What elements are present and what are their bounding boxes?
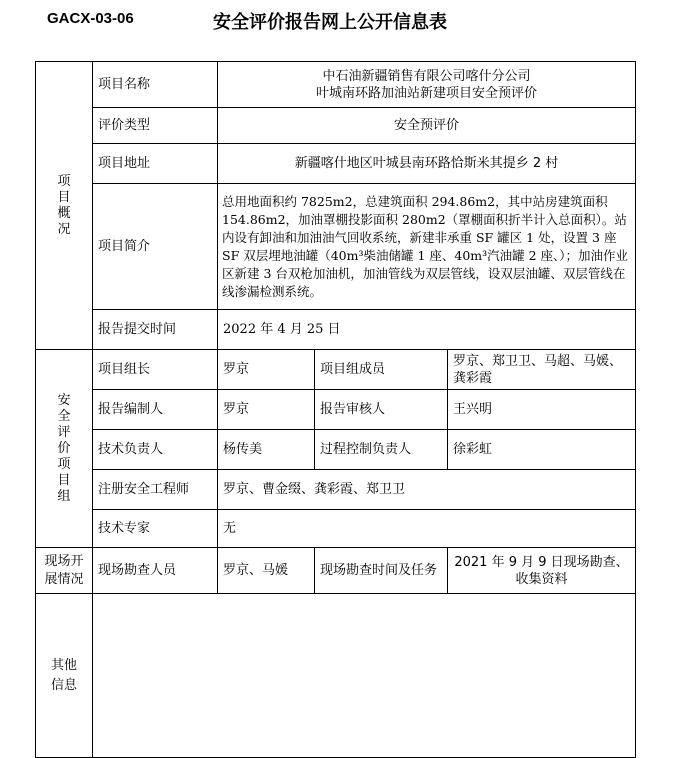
field-label: 项目组成员	[315, 350, 448, 390]
document-title: 安全评价报告网上公开信息表	[213, 12, 447, 33]
tech-lead: 杨传美	[218, 430, 315, 470]
table-row	[36, 184, 636, 310]
field-label: 现场勘查人员	[93, 548, 218, 594]
field-label: 技术负责人	[93, 430, 218, 470]
section-field	[36, 548, 93, 594]
table-row	[36, 144, 636, 184]
table-row	[36, 430, 636, 470]
tech-expert: 无	[218, 510, 636, 548]
submit-date: 2022 年 4 月 25 日	[218, 310, 636, 350]
section-team	[36, 350, 93, 548]
process-lead: 徐彩虹	[448, 430, 636, 470]
field-label: 评价类型	[93, 108, 218, 144]
project-name-line: 中石油新疆销售有限公司喀什分公司	[322, 68, 531, 84]
project-address: 新疆喀什地区叶城县南环路恰斯米其提乡 2 村	[218, 144, 636, 184]
info-table	[35, 61, 636, 758]
table-row	[36, 594, 636, 758]
safety-engineers: 罗京、曹金缀、龚彩霞、郑卫卫	[218, 470, 636, 510]
field-label: 过程控制负责人	[315, 430, 448, 470]
field-label: 项目简介	[93, 184, 218, 310]
field-task: 2021 年 9 月 9 日现场勘查、收集资料	[448, 548, 636, 594]
evaluation-type: 安全预评价	[218, 108, 636, 144]
table-row	[36, 310, 636, 350]
section-label: 项目概况	[57, 173, 71, 237]
team-members: 罗京、郑卫卫、马超、马媛、龚彩霞	[448, 350, 636, 390]
field-label: 报告提交时间	[93, 310, 218, 350]
other-info	[93, 594, 636, 758]
field-label: 报告审核人	[315, 390, 448, 430]
table-row	[36, 108, 636, 144]
field-label: 报告编制人	[93, 390, 218, 430]
project-intro: 总用地面积约 7825m2，总建筑面积 294.86m2，其中站房建筑面积 154.86m2，加油罩棚投影面积 280m2（罩棚面积折半计入总面积）。站内设有卸油和加油油气回收系统，新建非承重 SF 罐区 1 处，设置 3 座 SF 双层埋地油罐（40m³柴油储罐 1 座、40m³汽油罐 2 座、）；加油作业区新建 3 台双枪加油机，加油管线为双层管线，设双层油罐、双层管线在线渗漏检测系统。	[218, 184, 636, 310]
project-name	[218, 62, 636, 108]
field-staff: 罗京、马媛	[218, 548, 315, 594]
section-overview	[36, 62, 93, 350]
section-label: 其他信息	[50, 657, 77, 693]
document-code: GACX-03-06	[47, 10, 134, 27]
table-row	[36, 62, 636, 108]
report-author: 罗京	[218, 390, 315, 430]
field-label: 技术专家	[93, 510, 218, 548]
field-label: 现场勘查时间及任务	[315, 548, 448, 594]
section-label: 安全评价项目组	[57, 392, 71, 504]
table-row	[36, 470, 636, 510]
field-label: 项目地址	[93, 144, 218, 184]
team-leader: 罗京	[218, 350, 315, 390]
field-label: 项目组长	[93, 350, 218, 390]
table-row	[36, 350, 636, 390]
section-other	[36, 594, 93, 758]
project-name-line: 叶城南环路加油站新建项目安全预评价	[316, 85, 538, 101]
field-label: 注册安全工程师	[93, 470, 218, 510]
table-row	[36, 390, 636, 430]
table-row	[36, 548, 636, 594]
report-reviewer: 王兴明	[448, 390, 636, 430]
field-label: 项目名称	[93, 62, 218, 108]
section-label: 现场开展情况	[44, 553, 84, 587]
table-row	[36, 510, 636, 548]
